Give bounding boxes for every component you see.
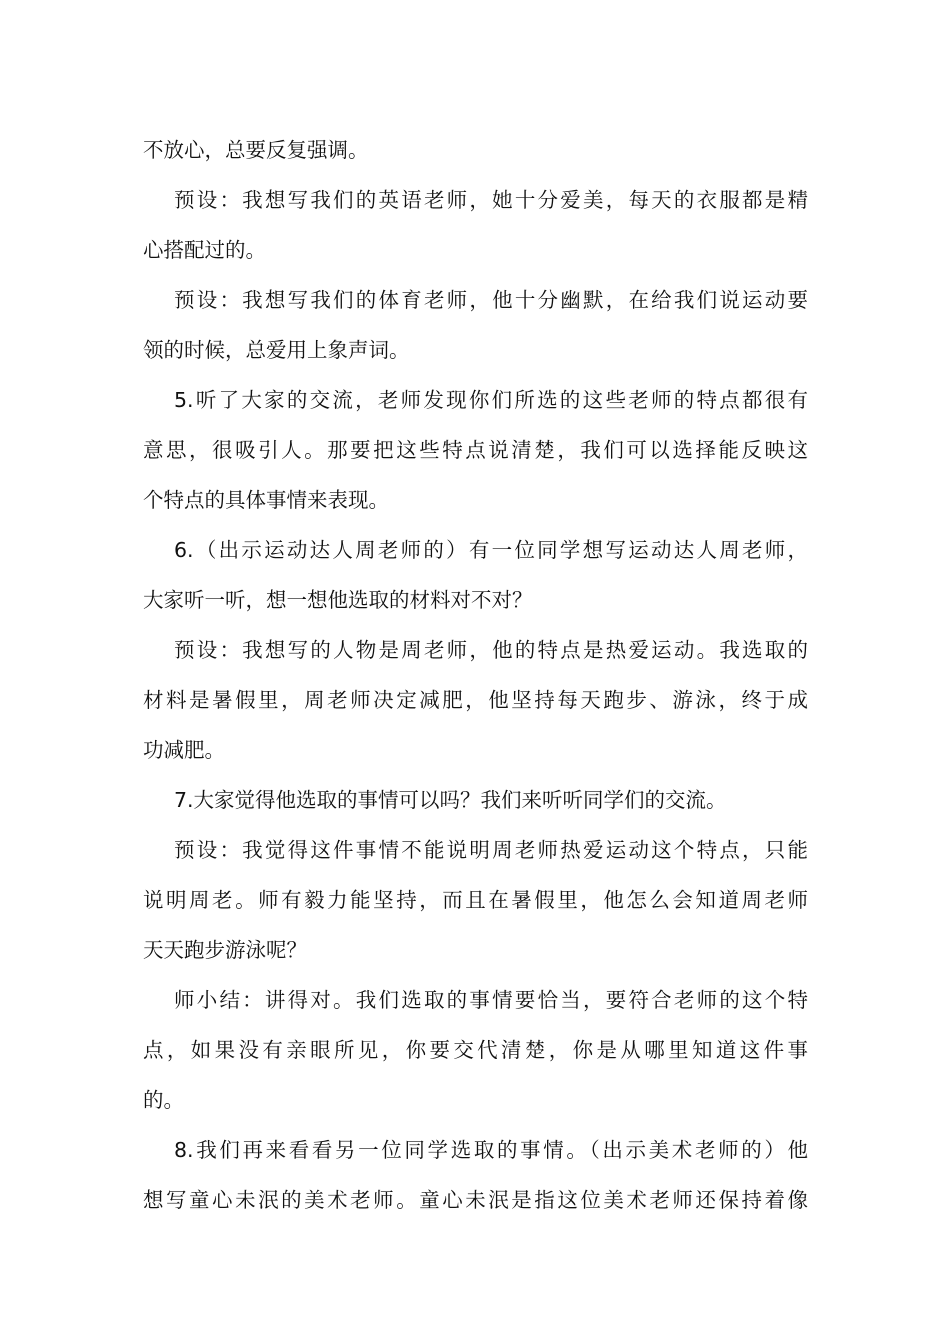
text-line: 预设：我想写的人物是周老师，他的特点是热爱运动。我选取的 bbox=[174, 638, 808, 662]
text-line: 预设：我想写我们的体育老师，他十分幽默，在给我们说运动要 bbox=[174, 288, 808, 312]
text-line: 功减肥。 bbox=[143, 738, 225, 762]
text-line: 意思，很吸引人。那要把这些特点说清楚，我们可以选择能反映这 bbox=[143, 438, 808, 462]
text-line: 材料是暑假里，周老师决定减肥，他坚持每天跑步、游泳，终于成 bbox=[143, 688, 808, 712]
document-body bbox=[143, 125, 808, 1225]
paragraph bbox=[143, 275, 808, 375]
text-line: 点，如果没有亲眼所见，你要交代清楚，你是从哪里知道这件事 bbox=[143, 1038, 808, 1062]
text-line: 大家听一听，想一想他选取的材料对不对？ bbox=[143, 588, 533, 612]
text-line: 不放心，总要反复强调。 bbox=[143, 138, 369, 162]
text-line: 5.听了大家的交流，老师发现你们所选的这些老师的特点都很有 bbox=[174, 388, 808, 412]
paragraph bbox=[143, 525, 808, 625]
text-line: 6.（出示运动达人周老师的）有一位同学想写运动达人周老师， bbox=[174, 538, 808, 562]
paragraph bbox=[143, 975, 808, 1125]
paragraph bbox=[143, 125, 808, 175]
paragraph bbox=[143, 825, 808, 975]
text-line: 天天跑步游泳呢？ bbox=[143, 938, 307, 962]
text-line: 师小结：讲得对。我们选取的事情要恰当，要符合老师的这个特 bbox=[174, 988, 808, 1012]
paragraph bbox=[143, 1125, 808, 1225]
text-line: 的。 bbox=[143, 1088, 184, 1112]
text-line: 说明周老。师有毅力能坚持，而且在暑假里，他怎么会知道周老师 bbox=[143, 888, 808, 912]
text-line: 8.我们再来看看另一位同学选取的事情。（出示美术老师的）他 bbox=[174, 1138, 808, 1162]
text-line: 领的时候，总爱用上象声词。 bbox=[143, 338, 410, 362]
paragraph bbox=[143, 175, 808, 275]
text-line: 心搭配过的。 bbox=[143, 238, 266, 262]
paragraph bbox=[143, 775, 808, 825]
text-line: 7.大家觉得他选取的事情可以吗？我们来听听同学们的交流。 bbox=[174, 788, 727, 812]
text-line: 预设：我觉得这件事情不能说明周老师热爱运动这个特点，只能 bbox=[174, 838, 808, 862]
text-line: 想写童心未泯的美术老师。童心未泯是指这位美术老师还保持着像 bbox=[143, 1188, 808, 1212]
text-line: 预设：我想写我们的英语老师，她十分爱美，每天的衣服都是精 bbox=[174, 188, 808, 212]
paragraph bbox=[143, 625, 808, 775]
text-line: 个特点的具体事情来表现。 bbox=[143, 488, 389, 512]
paragraph bbox=[143, 375, 808, 525]
